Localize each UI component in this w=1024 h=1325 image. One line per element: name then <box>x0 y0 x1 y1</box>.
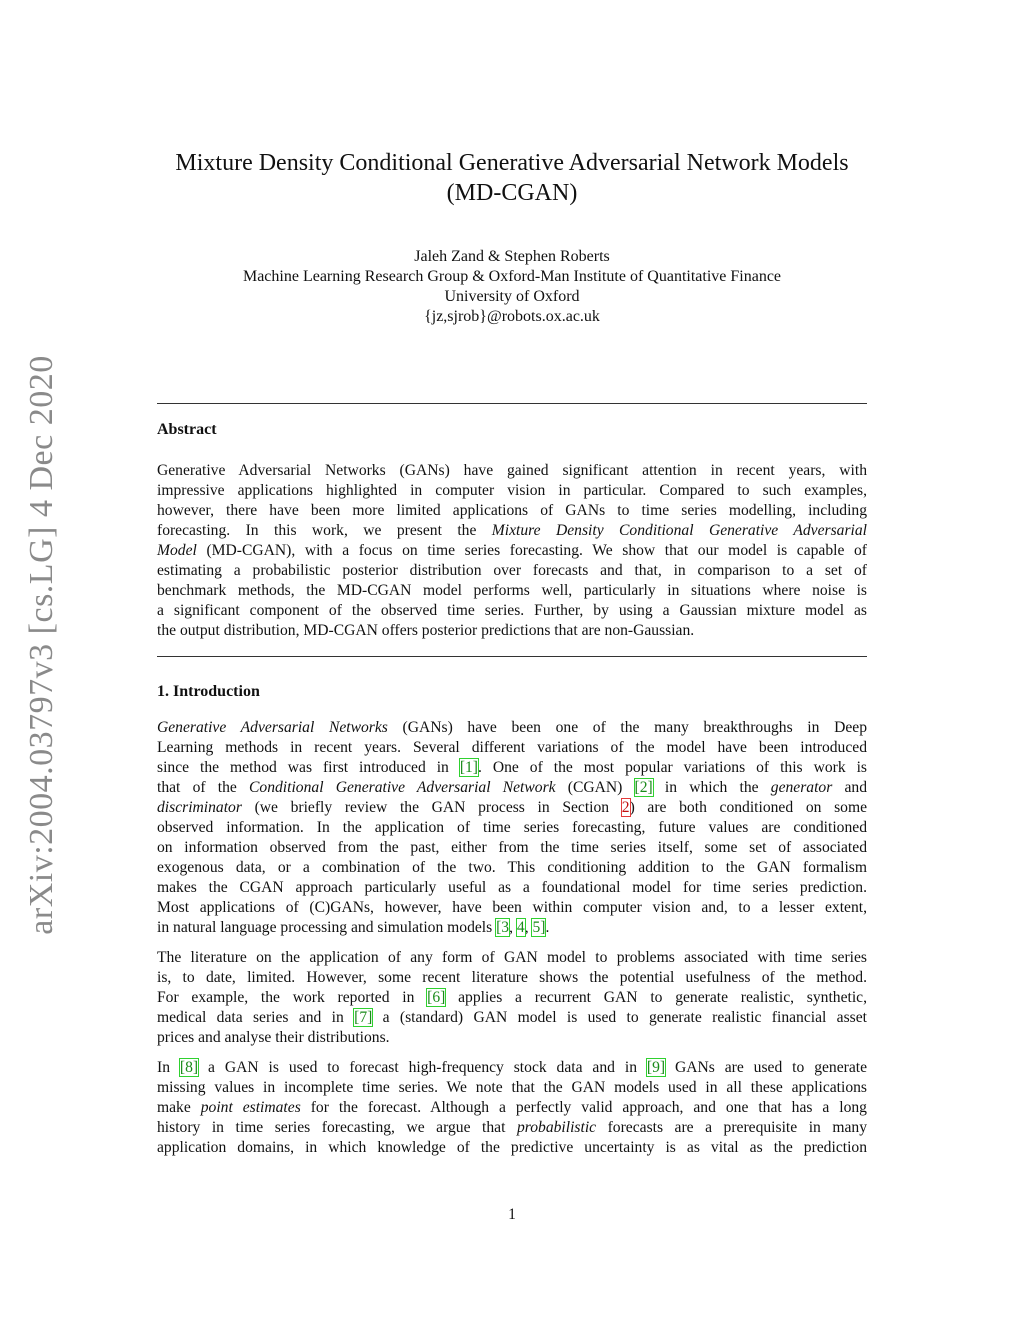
abstract-line: benchmark methods, the MD-CGAN model performs well, particularly in situations where noise is <box>157 582 867 599</box>
emphasis-text: probabilistic <box>516 1119 597 1136</box>
intro-paragraph-3 <box>157 1058 867 1158</box>
citation-link-6[interactable]: [6] <box>427 989 446 1006</box>
emphasis-text: generator <box>770 779 833 796</box>
emphasis-text: point estimates <box>200 1099 301 1116</box>
abstract-line: a significant component of the observed time series. Further, by using a Gaussian mixture model as <box>157 602 867 619</box>
section-heading-introduction: 1. Introduction <box>157 683 260 700</box>
body-line: observed information. In the application of time series forecasting, future values are conditioned <box>157 819 867 836</box>
abstract-line: Model (MD-CGAN), with a focus on time series forecasting. We show that our model is capable of <box>157 542 867 559</box>
citation-link-7[interactable]: [7] <box>354 1009 373 1026</box>
emphasis-text: Generative Adversarial Networks <box>157 719 388 736</box>
abstract-line: impressive applications highlighted in computer vision in particular. Compared to such examples, <box>157 482 867 499</box>
body-line: For example, the work reported in [6] applies a recurrent GAN to generate realistic, synthetic, <box>157 989 867 1006</box>
citation-link-5[interactable]: 5] <box>532 919 546 936</box>
body-line: exogenous data, or a combination of the two. This conditioning addition to the GAN formalism <box>157 859 867 876</box>
body-line: Generative Adversarial Networks (GANs) have been one of the many breakthroughs in Deep <box>157 719 867 736</box>
citation-link-3[interactable]: [3 <box>496 919 510 936</box>
page-number: 1 <box>508 1206 516 1223</box>
emphasis-text: Mixture Density Conditional Generative Adversarial <box>491 522 867 539</box>
citation-link-9[interactable]: [9] <box>646 1059 666 1076</box>
abstract-top-rule <box>157 403 867 404</box>
author-affiliation: Machine Learning Research Group & Oxford-Man Institute of Quantitative Finance <box>242 268 782 285</box>
body-line: missing values in incomplete time series. We note that the GAN models used in all these applications <box>157 1079 867 1096</box>
abstract-line: the output distribution, MD-CGAN offers posterior predictions that are non-Gaussian. <box>157 622 695 639</box>
author-university: University of Oxford <box>444 288 580 305</box>
emphasis-text: Conditional Generative Adversarial Network <box>249 779 556 796</box>
author-email: {jz,sjrob}@robots.ox.ac.uk <box>424 308 600 325</box>
author-names: Jaleh Zand & Stephen Roberts <box>414 248 610 265</box>
body-line: discriminator (we briefly review the GAN process in Section 2) are both conditioned on some <box>157 799 867 816</box>
abstract-line: forecasting. In this work, we present the Mixture Density Conditional Generative Adversarial <box>157 522 867 539</box>
title-line-1: Mixture Density Conditional Generative Adversarial Network Models <box>175 150 849 176</box>
intro-paragraph-1 <box>157 718 867 938</box>
abstract-line: estimating a probabilistic posterior distribution over forecasts and that, in comparison to a set of <box>157 562 867 579</box>
abstract-line: however, there have been more limited applications of GANs to time series modelling, including <box>157 502 867 519</box>
arxiv-identifier-stamp: arXiv:2004.03797v3 [cs.LG] 4 Dec 2020 <box>23 355 60 935</box>
citation-link-4[interactable]: 4 <box>516 919 525 936</box>
body-line: makes the CGAN approach particularly useful as a foundational model for time series prediction. <box>157 879 867 896</box>
body-line: application domains, in which knowledge of the predictive uncertainty is as vital as the prediction <box>157 1139 867 1156</box>
abstract-bottom-rule <box>157 656 867 657</box>
body-line: history in time series forecasting, we argue that probabilistic forecasts are a prerequisite in many <box>157 1119 867 1136</box>
body-line: is, to date, limited. However, some recent literature shows the potential usefulness of the method. <box>157 969 867 986</box>
body-line: since the method was first introduced in [1]. One of the most popular variations of this work is <box>157 759 867 776</box>
body-line: in natural language processing and simulation models [3, 4, 5]. <box>157 919 550 936</box>
body-line: prices and analyse their distributions. <box>157 1029 390 1046</box>
emphasis-text: discriminator <box>157 799 242 816</box>
citation-link-1[interactable]: [1] <box>459 759 478 776</box>
citation-link-2[interactable]: [2] <box>634 779 653 796</box>
body-line: In [8] a GAN is used to forecast high-frequency stock data and in [9] GANs are used to generate <box>157 1059 868 1076</box>
abstract-paragraph <box>157 461 867 641</box>
body-line: Most applications of (C)GANs, however, have been within computer vision and, to a lesser extent, <box>157 899 867 916</box>
body-line: make point estimates for the forecast. Although a perfectly valid approach, and one that has a long <box>157 1099 867 1116</box>
title-line-2: (MD-CGAN) <box>446 180 578 206</box>
intro-paragraph-2 <box>157 948 867 1048</box>
abstract-line: Generative Adversarial Networks (GANs) have gained significant attention in recent years, with <box>157 462 867 479</box>
body-line: Learning methods in recent years. Several different variations of the model have been introduced <box>157 739 867 756</box>
author-block <box>157 247 867 327</box>
paper-title <box>157 148 867 208</box>
body-line: medical data series and in [7] a (standard) GAN model is used to generate realistic financial asset <box>157 1009 867 1026</box>
emphasis-text: Model <box>157 542 197 559</box>
body-line: on information observed from the past, either from the time series itself, some set of associated <box>157 839 867 856</box>
body-line: The literature on the application of any form of GAN model to problems associated with time series <box>157 949 867 966</box>
section-link-2[interactable]: 2 <box>621 799 630 816</box>
abstract-heading: Abstract <box>157 421 217 438</box>
citation-link-8[interactable]: [8] <box>179 1059 199 1076</box>
body-line: that of the Conditional Generative Adversarial Network (CGAN) [2] in which the generator and <box>157 779 868 796</box>
